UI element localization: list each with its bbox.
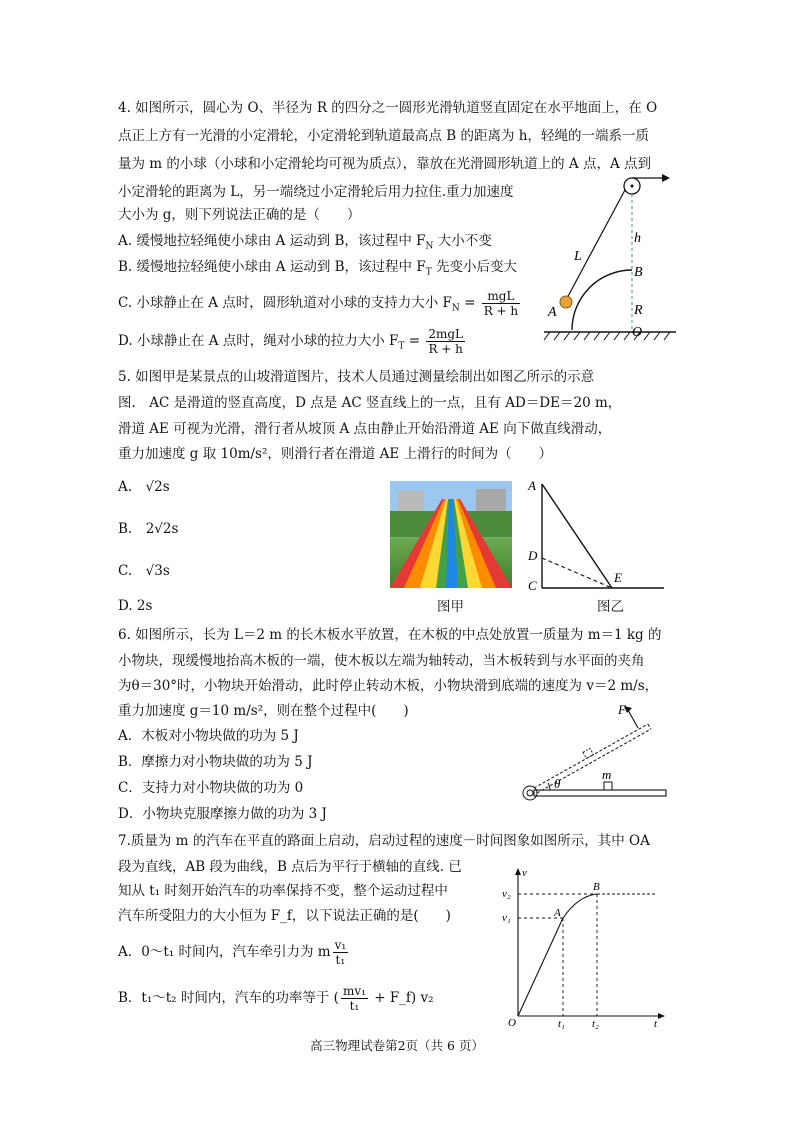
rope-L bbox=[566, 190, 625, 300]
q7-option-b: B．t₁～t₂ 时间内，汽车的功率等于 ( $\frac{\text{mv₁}}{\text{t₁}}$ + F_f) v₂ bbox=[118, 984, 434, 1013]
q4-option-b: B. 缓慢地拉轻绳使小球由 A 运动到 B，该过程中 $F_T$ 先变小后变大 bbox=[118, 259, 518, 278]
caption-figure-2: 图乙 bbox=[597, 599, 624, 615]
label-C: C bbox=[528, 578, 537, 593]
label-R: R bbox=[634, 303, 643, 318]
q7-option-a: A．0～t₁ 时间内，汽车牵引力为 m $\frac{\text{v₁}}{\text{t₁}}$ bbox=[118, 938, 347, 967]
q6-option-d: D．小物块克服摩擦力做的功为 3 J bbox=[118, 806, 327, 822]
q4-stem-line-1: 4. 如图所示，圆心为 O、半径为 R 的四分之一圆形光滑轨道竖直固定在水平地面上，在 O bbox=[118, 100, 658, 116]
q6-stem-line-3: 为θ＝30°时，小物块开始滑动，此时停止转动木板，小物块滑到底端的速度为 v＝2 m/s， bbox=[118, 678, 659, 694]
label-D: D bbox=[528, 548, 538, 563]
q5-stem-line-3: 滑道 AE 可视为光滑，滑行者从坡顶 A 点由静止开始沿滑道 AE 向下做直线滑动， bbox=[118, 421, 612, 437]
pull-arrow-icon bbox=[662, 174, 670, 182]
label-t2: t₂ bbox=[592, 1018, 599, 1030]
label-m: m bbox=[602, 767, 612, 782]
q4-option-d: D. 小球静止在 A 点时，绳对小球的拉力大小 $F_T$ = $\frac{\text{2mgL}}{R + h}$ bbox=[118, 327, 464, 356]
axle-icon bbox=[523, 786, 537, 800]
q4-stem-line-4: 小定滑轮的距离为 L，另一端绕过小定滑轮后用力拉住.重力加速度 bbox=[118, 184, 514, 200]
q7-stem-line-3: 知从 t₁ 时刻开始汽车的功率保持不变，整个运动过程中 bbox=[118, 883, 448, 899]
q7-b-fraction: $\frac{\text{mv₁}}{\text{t₁}}$ bbox=[342, 984, 366, 1013]
label-A: A bbox=[528, 478, 536, 493]
line-AE bbox=[542, 484, 612, 588]
q5-stem-line-4: 重力加速度 g 取 10m/s²，则滑行者在滑道 AE 上滑行的时间为（ ） bbox=[118, 446, 553, 462]
q4-option-c: C. 小球静止在 A 点时，圆形轨道对小球的支持力大小 $F_N$ = $\frac{\text{mgL}}{R + h}$ bbox=[118, 289, 519, 318]
q6-stem-line-2: 小物块，现缓慢地抬高木板的一端，使木板以左端为轴转动，当木板转到与水平面的夹角 bbox=[118, 653, 645, 669]
label-L: L bbox=[574, 249, 582, 264]
label-v: v bbox=[522, 867, 527, 879]
water-slide-image bbox=[390, 481, 512, 588]
curve-AB bbox=[563, 894, 597, 918]
label-theta: θ bbox=[554, 776, 561, 791]
q6-stem-line-4: 重力加速度 g＝10 m/s²，则在整个过程中( ) bbox=[118, 703, 409, 719]
label-O: O bbox=[632, 325, 643, 340]
force-F-line bbox=[628, 710, 638, 728]
q7-vt-graph bbox=[496, 866, 671, 1030]
q6-figure bbox=[512, 700, 672, 808]
label-h: h bbox=[634, 231, 641, 246]
t-axis-arrow-icon bbox=[658, 1013, 665, 1019]
q7-a-fraction: $\frac{\text{v₁}}{\text{t₁}}$ bbox=[334, 938, 347, 967]
label-A: A bbox=[548, 305, 557, 320]
q5-stem-line-2: 图. AC 是滑道的竖直高度，D 点是 AC 竖直线上的一点，且有 AD＝DE＝20 m， bbox=[118, 395, 622, 411]
q6-option-a: A．木板对小物块做的功为 5 J bbox=[118, 728, 299, 744]
ground-hatch bbox=[544, 332, 670, 340]
q4-stem-line-3: 量为 m 的小球（小球和小定滑轮均可视为质点），靠放在光滑圆形轨道上的 A 点，A 点到 bbox=[118, 156, 652, 172]
caption-figure-1: 图甲 bbox=[437, 599, 464, 615]
q4-stem-line-2: 点正上方有一光滑的小定滑轮，小定滑轮到轨道最高点 B 的距离为 h，轻绳的一端系一质 bbox=[118, 128, 649, 144]
label-v1: v₁ bbox=[502, 912, 511, 924]
v-axis-arrow-icon bbox=[515, 868, 521, 875]
block-on-board bbox=[604, 782, 612, 790]
q5-stem-line-1: 5. 如图甲是某景点的山坡滑道图片，技术人员通过测量绘制出如图乙所示的示意 bbox=[118, 369, 595, 385]
q7-stem-line-4: 汽车所受阻力的大小恒为 F_f，以下说法正确的是( ) bbox=[118, 908, 451, 924]
q5-diagram bbox=[520, 478, 670, 593]
q4-stem-line-5: 大小为 g，则下列说法正确的是（ ） bbox=[118, 207, 361, 223]
angle-arc bbox=[548, 783, 550, 790]
label-B: B bbox=[593, 881, 600, 893]
q7-stem-line-2: 段为直线，AB 段为曲线，B 点后为平行于横轴的直线. 已 bbox=[118, 859, 462, 875]
page-footer: 高三物理试卷第2页（共 6 页） bbox=[310, 1038, 484, 1053]
q6-stem-line-1: 6. 如图所示，长为 L＝2 m 的长木板水平放置，在木板的中点处放置一质量为 m＝1 kg 的 bbox=[118, 627, 662, 643]
ball-icon bbox=[560, 296, 572, 308]
label-E: E bbox=[614, 570, 622, 585]
q5-option-a: A. √2s bbox=[118, 479, 170, 495]
label-t: t bbox=[654, 1018, 658, 1030]
label-O: O bbox=[508, 1017, 516, 1029]
label-A: A bbox=[554, 907, 561, 919]
q5-option-c: C. √3s bbox=[118, 563, 170, 579]
segment-OA bbox=[518, 918, 563, 1016]
water-slide-photo bbox=[390, 481, 512, 588]
q5-option-d: D. 2s bbox=[118, 598, 153, 614]
q4-option-a: A. 缓慢地拉轻绳使小球由 A 运动到 B，该过程中 $F_N$ 大小不变 bbox=[118, 233, 492, 252]
q4-figure bbox=[540, 172, 680, 348]
tilted-board bbox=[534, 724, 651, 793]
q4-c-fraction: $\frac{\text{mgL}}{R + h}$ bbox=[483, 289, 519, 318]
q6-option-c: C．支持力对小物块做的功为 0 bbox=[118, 780, 304, 796]
block-tilted bbox=[583, 748, 593, 758]
label-t1: t₁ bbox=[558, 1018, 565, 1030]
quarter-circle-track bbox=[572, 270, 632, 330]
q6-option-b: B．摩擦力对小物块做的功为 5 J bbox=[118, 754, 313, 770]
q5-option-b: B. 2√2s bbox=[118, 521, 179, 537]
q7-stem-line-1: 7.质量为 m 的汽车在平直的路面上启动，启动过程的速度－时间图象如图所示，其中 OA bbox=[118, 833, 650, 849]
label-B: B bbox=[634, 265, 643, 280]
label-F: F bbox=[618, 702, 626, 717]
label-v2: v₂ bbox=[502, 888, 511, 900]
q4-d-fraction: $\frac{\text{2mgL}}{R + h}$ bbox=[428, 327, 464, 356]
